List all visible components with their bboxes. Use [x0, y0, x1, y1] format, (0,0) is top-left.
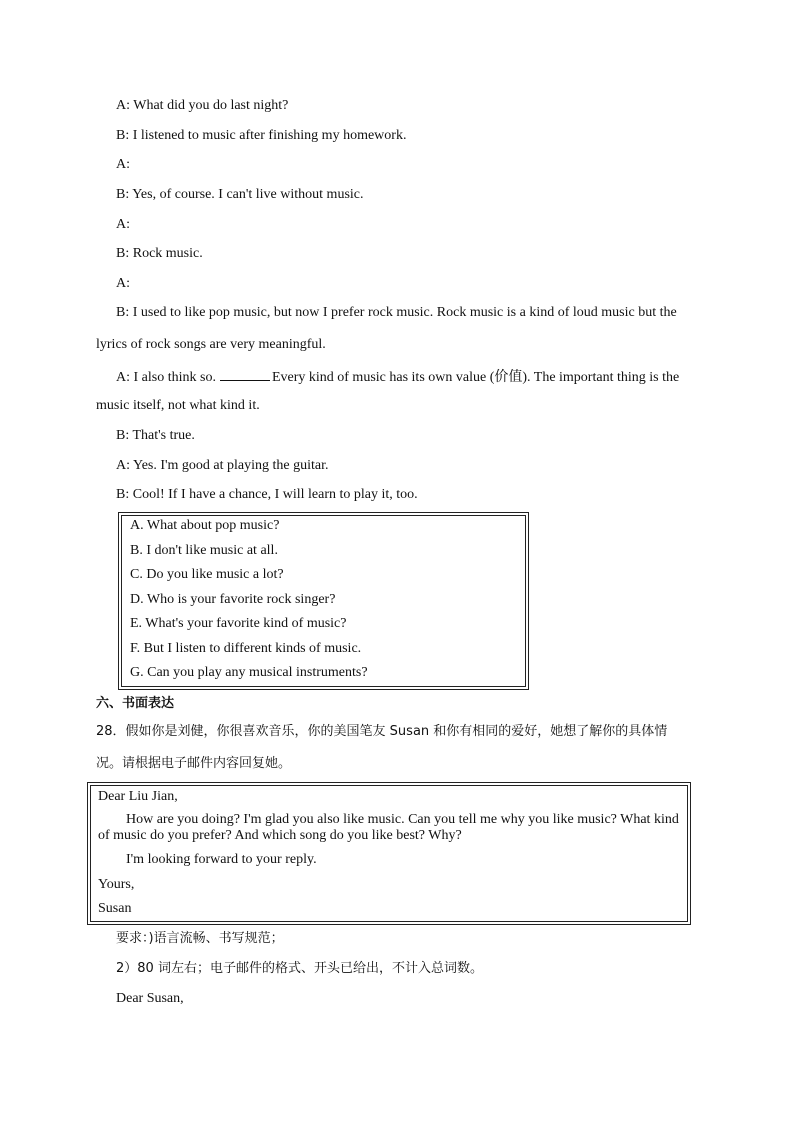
email-body-3: I'm looking forward to your reply.	[126, 852, 317, 867]
question-line-1: 28．假如你是刘健，你很喜欢音乐，你的美国笔友 Susan 和你有相同的爱好，她想了解你的具体情	[96, 724, 668, 739]
dialogue-line-14: B: Cool! If I have a chance, I will learn to play it, too.	[116, 487, 418, 502]
option-f: F. But I listen to different kinds of music.	[130, 641, 362, 656]
dialogue-line-2: B: I listened to music after finishing my homework.	[116, 128, 407, 143]
dialogue-line-10-end: Every kind of music has its own value (价值). The important thing is the	[271, 370, 680, 385]
dialogue-line-1: A: What did you do last night?	[116, 98, 289, 113]
option-b: B. I don't like music at all.	[130, 543, 278, 558]
dialogue-line-4: B: Yes, of course. I can't live without music.	[116, 187, 364, 202]
option-a: A. What about pop music?	[130, 518, 280, 533]
options-box	[118, 512, 529, 690]
dialogue-line-9: lyrics of rock songs are very meaningful.	[96, 337, 326, 352]
requirement-1: 要求：)语言流畅、书写规范；	[116, 931, 284, 946]
email-body-2: of music do you prefer? And which song do you like best? Why?	[98, 828, 462, 843]
dialogue-line-7: A:	[116, 276, 130, 291]
option-d: D. Who is your favorite rock singer?	[130, 592, 336, 607]
dialogue-line-8: B: I used to like pop music, but now I prefer rock music. Rock music is a kind of loud music but the	[116, 305, 677, 320]
dialogue-line-10	[116, 368, 679, 385]
email-signature: Susan	[98, 901, 132, 916]
dialogue-line-3: A:	[116, 157, 130, 172]
dialogue-line-11: music itself, not what kind it.	[96, 398, 260, 413]
dialogue-line-5: A:	[116, 217, 130, 232]
option-e: E. What's your favorite kind of music?	[130, 616, 347, 631]
reply-greeting: Dear Susan,	[116, 991, 184, 1006]
email-box	[87, 782, 691, 925]
dialogue-line-10-start: A: I also think so.	[116, 370, 216, 385]
dialogue-line-12: B: That's true.	[116, 428, 195, 443]
answer-blank[interactable]	[220, 368, 270, 381]
option-c: C. Do you like music a lot?	[130, 567, 284, 582]
dialogue-line-6: B: Rock music.	[116, 246, 203, 261]
question-line-2: 况。请根据电子邮件内容回复她。	[96, 756, 292, 771]
email-closing: Yours,	[98, 877, 135, 892]
section-heading: 六、书面表达	[96, 696, 175, 711]
email-body-1: How are you doing? I'm glad you also like music. Can you tell me why you like music? What kind	[126, 812, 679, 827]
option-g: G. Can you play any musical instruments?	[130, 665, 368, 680]
requirement-2: 2）80 词左右；电子邮件的格式、开头已给出，不计入总词数。	[116, 961, 483, 976]
email-greeting: Dear Liu Jian,	[98, 789, 178, 804]
dialogue-line-13: A: Yes. I'm good at playing the guitar.	[116, 458, 329, 473]
